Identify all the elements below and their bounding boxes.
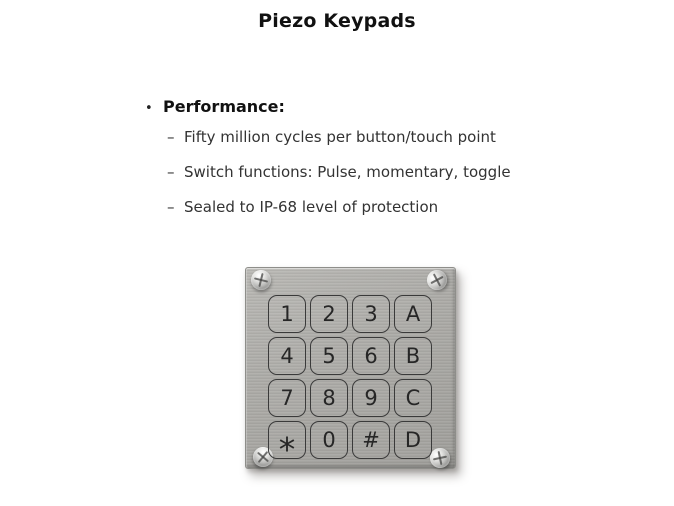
keypad-key-label: 1 (280, 302, 294, 326)
keypad-key-label: 8 (322, 386, 336, 410)
keypad-key-label: C (405, 386, 421, 410)
sub-bullet (167, 161, 511, 183)
keypad-key-8 (310, 379, 348, 417)
keypad-key-label: 6 (364, 344, 378, 368)
keypad-photo (239, 259, 465, 497)
bullet-icon: • (145, 101, 153, 116)
keypad-key-C (394, 379, 432, 417)
bullet-label: Performance: (163, 97, 285, 116)
sub-bullet-text: Switch functions: Pulse, momentary, toggle (184, 163, 511, 181)
sub-bullet-text: Fifty million cycles per button/touch point (184, 128, 496, 146)
keypad-key-5 (310, 337, 348, 375)
keypad-key-label: A (405, 302, 421, 326)
keypad-key-B (394, 337, 432, 375)
page-title: Piezo Keypads (258, 10, 416, 32)
sub-bullet-text: Sealed to IP-68 level of protection (184, 198, 439, 216)
keypad-plate (245, 267, 456, 469)
sub-bullet (167, 126, 511, 148)
keypad-key-4 (268, 337, 306, 375)
keypad-key-D (394, 421, 432, 459)
dash-icon: – (167, 128, 175, 146)
keypad-key-9 (352, 379, 390, 417)
keypad-key-6 (352, 337, 390, 375)
keypad-key-3 (352, 295, 390, 333)
dash-icon: – (167, 163, 175, 181)
keypad-grid (268, 295, 432, 469)
sub-bullet (167, 196, 511, 218)
keypad-key-label: * (278, 429, 296, 469)
keypad-key-star (268, 421, 306, 469)
screw-icon (249, 268, 273, 292)
keypad-key-label: # (362, 428, 380, 452)
keypad-key-label: 2 (322, 302, 336, 326)
keypad-key-label: 3 (364, 302, 378, 326)
keypad-key-label: D (404, 428, 422, 452)
bullet-performance (145, 97, 285, 116)
keypad-key-label: 0 (322, 428, 336, 452)
keypad-key-hash (352, 421, 390, 459)
keypad-key-label: 5 (322, 344, 336, 368)
keypad-key-label: 9 (364, 386, 378, 410)
keypad-key-A (394, 295, 432, 333)
keypad-key-label: B (405, 344, 421, 368)
keypad-key-2 (310, 295, 348, 333)
keypad-key-label: 4 (280, 344, 294, 368)
sub-bullet-list (167, 126, 511, 231)
keypad-key-0 (310, 421, 348, 459)
screw-icon (423, 266, 450, 293)
dash-icon: – (167, 198, 175, 216)
keypad-key-1 (268, 295, 306, 333)
keypad-key-7 (268, 379, 306, 417)
keypad-key-label: 7 (280, 386, 294, 410)
